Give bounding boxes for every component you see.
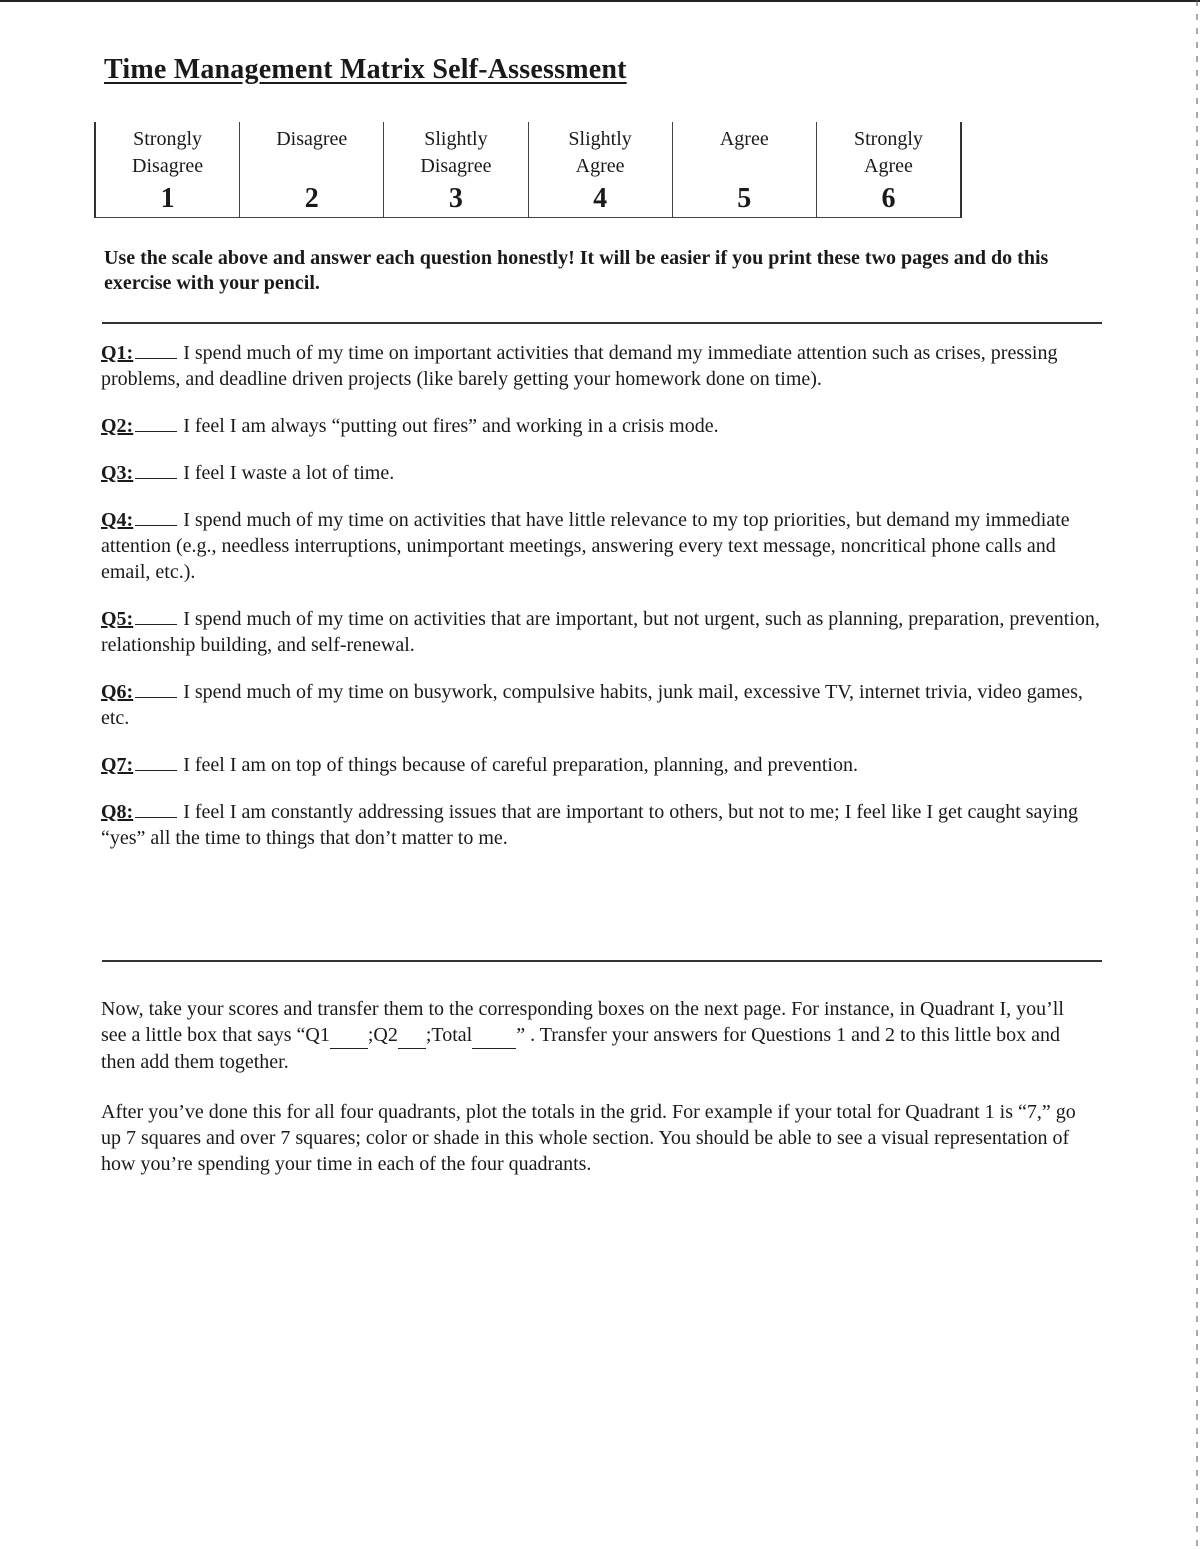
question-number: Q8:	[101, 801, 134, 823]
question-text: I spend much of my time on activities that have little relevance to my top priorities, but demand my immediate attention (e.g., needless interruptions, unimportant meetings, answering every text message, noncritical phone calls and email, etc.).	[101, 509, 1070, 583]
question-number: Q2:	[101, 415, 134, 437]
question-number: Q7:	[101, 754, 134, 776]
scale-cell-3	[384, 122, 528, 218]
answer-blank[interactable]	[135, 341, 177, 359]
scale-label: Slightly Agree	[568, 128, 632, 177]
scale-label: Strongly Agree	[853, 128, 923, 177]
question-item	[101, 413, 1101, 439]
question-item	[101, 507, 1101, 585]
question-text: I feel I am always “putting out fires” and working in a crisis mode.	[183, 415, 719, 437]
scale-cell-1	[96, 122, 240, 218]
answer-blank[interactable]	[135, 414, 177, 432]
scale-cell-6	[817, 122, 960, 218]
scale-value: 6	[881, 183, 896, 214]
answer-blank[interactable]	[135, 800, 177, 818]
question-text: I feel I waste a lot of time.	[183, 462, 395, 484]
question-number: Q4:	[101, 509, 134, 531]
question-item	[101, 752, 1101, 778]
plot-paragraph: After you’ve done this for all four quadrants, plot the totals in the grid. For example if your total for Quadrant 1 is “7,” go up 7 squares and over 7 squares; color or shade in this whole section. You should be able to see a visual representation of how you’re spending your time in each of the four quadrants.	[101, 1101, 1076, 1175]
answer-blank[interactable]	[135, 508, 177, 526]
scale-cell-2	[240, 122, 384, 218]
question-text: I feel I am on top of things because of careful preparation, planning, and prevention.	[183, 754, 858, 776]
top-scan-edge	[0, 0, 1200, 2]
question-item	[101, 460, 1101, 486]
transfer-paragraph	[101, 996, 1091, 1075]
question-item	[101, 340, 1101, 392]
divider	[102, 960, 1102, 962]
question-number: Q3:	[101, 462, 134, 484]
closing-instructions	[101, 996, 1091, 1201]
scale-label: Agree	[719, 128, 769, 150]
question-text: I spend much of my time on activities that are important, but not urgent, such as planning, preparation, prevention, relationship building, and self-renewal.	[101, 608, 1100, 656]
page-title: Time Management Matrix Self-Assessment	[104, 54, 627, 85]
scale-value: 1	[160, 183, 175, 214]
right-scan-edge	[1196, 0, 1198, 1549]
instructions: Use the scale above and answer each question honestly! It will be easier if you print these two pages and do this exercise with your pencil.	[104, 247, 1049, 294]
answer-blank[interactable]	[135, 461, 177, 479]
transfer-text-part: ” . Transfer your answers for Questions 1 and 2 to this little box and then add them together.	[101, 1024, 1061, 1073]
scale-label: Disagree	[276, 128, 348, 150]
scale-label: Slightly Disagree	[420, 128, 492, 177]
scale-value: 3	[448, 183, 463, 214]
question-text: I spend much of my time on important activities that demand my immediate attention such as crises, pressing problems, and deadline driven projects (like barely getting your homework done on time).	[101, 342, 1058, 390]
transfer-text-part: ;Total	[425, 1024, 473, 1046]
question-number: Q5:	[101, 608, 134, 630]
divider	[102, 322, 1102, 324]
question-item	[101, 799, 1101, 851]
answer-blank[interactable]	[135, 607, 177, 625]
question-number: Q6:	[101, 681, 134, 703]
rating-scale-table	[94, 122, 962, 218]
transfer-text-part: ;Q2	[367, 1024, 398, 1046]
answer-blank[interactable]	[135, 753, 177, 771]
inline-blank	[472, 1022, 516, 1049]
scale-label: Strongly Disagree	[132, 128, 204, 177]
question-list	[101, 340, 1101, 872]
question-text: I spend much of my time on busywork, compulsive habits, junk mail, excessive TV, internet trivia, video games, etc.	[101, 681, 1083, 729]
question-text: I feel I am constantly addressing issues that are important to others, but not to me; I feel like I get caught saying “yes” all the time to things that don’t matter to me.	[101, 801, 1078, 849]
inline-blank	[330, 1022, 368, 1049]
scale-cell-4	[529, 122, 673, 218]
scale-cell-5	[673, 122, 817, 218]
scale-value: 2	[304, 183, 319, 214]
question-item	[101, 606, 1101, 658]
scale-value: 4	[593, 183, 608, 214]
answer-blank[interactable]	[135, 680, 177, 698]
inline-blank	[398, 1022, 426, 1049]
question-item	[101, 679, 1101, 731]
scale-value: 5	[737, 183, 752, 214]
question-number: Q1:	[101, 342, 134, 364]
transfer-text-part: Now, take your scores and transfer them to the corresponding boxes on the next page. For instance, in Quadrant I, you’ll see a little box that says “Q1	[101, 998, 1064, 1046]
